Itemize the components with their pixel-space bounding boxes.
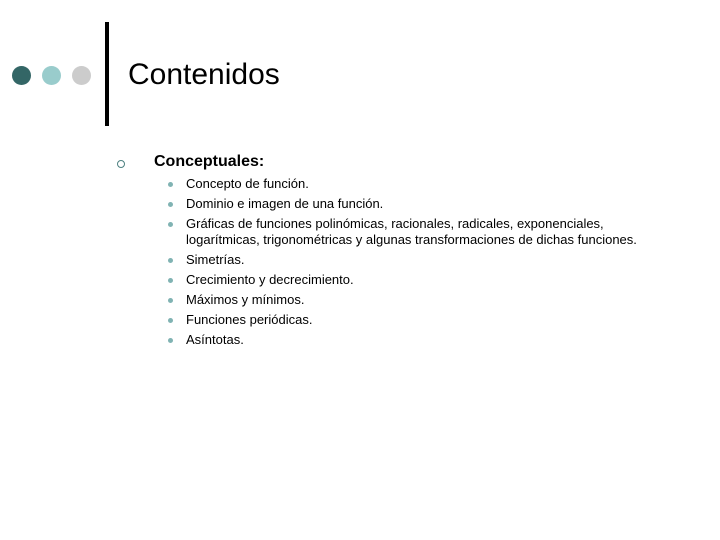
list-item-text: Simetrías. [186, 252, 245, 267]
dot-bullet-icon [168, 182, 173, 187]
list-item [168, 252, 668, 268]
list-item-text: Máximos y mínimos. [186, 292, 305, 307]
list-item [168, 216, 668, 248]
decor-dot-dark [12, 66, 31, 85]
slide-title: Contenidos [128, 58, 280, 91]
dot-bullet-icon [168, 278, 173, 283]
dot-bullet-icon [168, 298, 173, 303]
dot-bullet-icon [168, 338, 173, 343]
section-heading: Conceptuales: [154, 153, 265, 170]
list-item-text: Funciones periódicas. [186, 312, 313, 327]
dot-bullet-icon [168, 202, 173, 207]
list-item-text: Crecimiento y decrecimiento. [186, 272, 354, 287]
list-item [168, 196, 668, 212]
dot-bullet-icon [168, 318, 173, 323]
list-item [168, 176, 668, 192]
list-item-text: Dominio e imagen de una función. [186, 196, 384, 211]
list-item-text: Concepto de función. [186, 176, 309, 191]
content-list [168, 176, 668, 352]
circle-bullet-icon [117, 160, 125, 168]
list-item [168, 332, 668, 348]
list-item [168, 312, 668, 328]
list-item [168, 292, 668, 308]
list-item-text: Asíntotas. [186, 332, 244, 347]
dot-bullet-icon [168, 222, 173, 227]
list-item [168, 272, 668, 288]
list-item-text: Gráficas de funciones polinómicas, racionales, radicales, exponenciales, logarítmicas, trigonométricas y algunas transformaciones de dichas funciones. [186, 216, 637, 247]
decor-dot-teal [42, 66, 61, 85]
decor-dot-gray [72, 66, 91, 85]
title-divider [105, 22, 109, 126]
dot-bullet-icon [168, 258, 173, 263]
